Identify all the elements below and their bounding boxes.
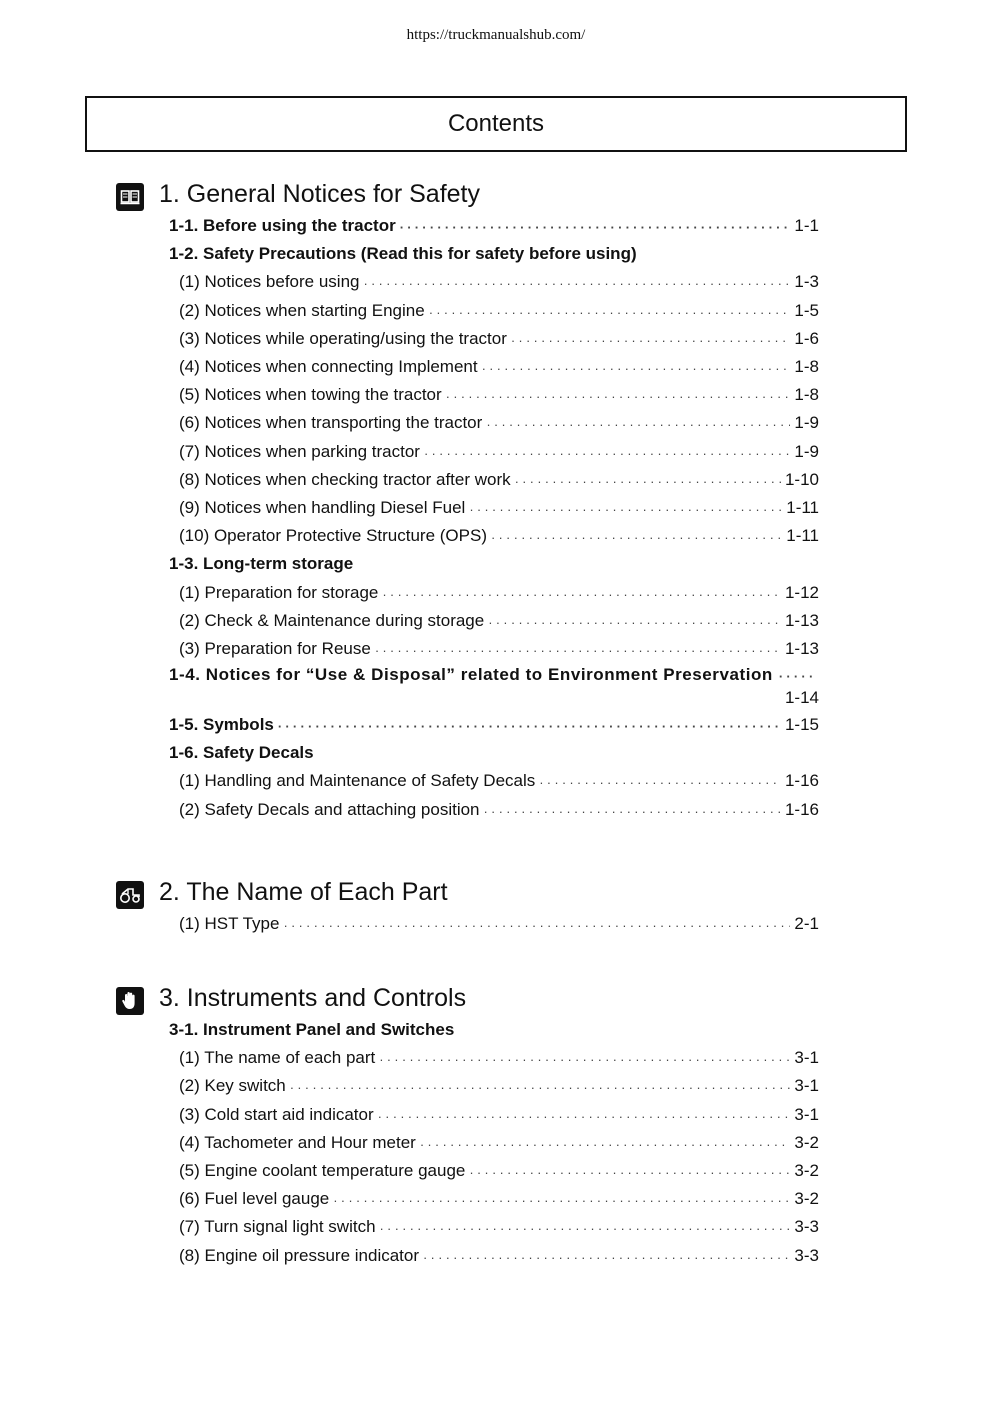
toc-entry-page: 1-16 (784, 799, 819, 819)
toc-entry-2-safety-decals-and-attaching-position[interactable] (179, 796, 819, 824)
section-general-notices (0, 178, 992, 824)
dot-leader (539, 773, 781, 789)
toc-entry-9-notices-when-handling-diesel-fuel[interactable] (179, 494, 819, 522)
section-heading (0, 876, 992, 910)
dot-leader (290, 1078, 791, 1094)
toc-entry-label: 1-4. Notices for “Use & Disposal” related to Environment Preservation (169, 665, 773, 684)
toc-entry-page: 3-2 (794, 1161, 819, 1181)
book-icon (116, 183, 144, 211)
section-title: 1. General Notices for Safety (159, 180, 480, 208)
toc-entry-8-engine-oil-pressure-indicator[interactable] (179, 1242, 819, 1270)
dot-leader (380, 1219, 791, 1235)
toc-entry-line (169, 663, 819, 687)
toc-entry-label: (2) Key switch (179, 1076, 286, 1096)
toc-entry-page: 3-3 (794, 1245, 819, 1265)
toc-entry-label: 3-1. Instrument Panel and Switches (169, 1020, 455, 1040)
toc-entries (0, 212, 992, 824)
dot-leader (515, 472, 781, 488)
contents-title: Contents (447, 110, 545, 137)
toc-entry-label: (9) Notices when handling Diesel Fuel (179, 497, 466, 517)
toc-entry-page: 1-14 (784, 688, 819, 707)
toc-entry-page: 1-13 (784, 638, 819, 658)
toc-entry-1-2-safety-precautions-read-this-for-safety-before[interactable] (169, 240, 819, 268)
toc-entry-1-6-safety-decals[interactable] (169, 739, 819, 767)
toc-entry-label: (7) Turn signal light switch (179, 1217, 376, 1237)
dot-leader (491, 528, 782, 544)
toc-entry-label: (4) Notices when connecting Implement (179, 357, 478, 377)
toc-entry-page: 1-6 (794, 328, 819, 348)
dot-leader (469, 500, 782, 516)
section-heading (0, 178, 992, 212)
toc-entry-1-the-name-of-each-part[interactable] (179, 1044, 819, 1072)
section-name-of-each-part (0, 876, 992, 938)
toc-entry-label: 1-5. Symbols (169, 715, 274, 735)
toc-entry-page: 1-16 (784, 771, 819, 791)
toc-entry-1-4-notices-for-use-disposal-related-to-environmen[interactable] (169, 663, 819, 711)
dot-leader (486, 415, 790, 431)
toc-entry-label: (1) The name of each part (179, 1048, 376, 1068)
dot-leader (333, 1191, 790, 1207)
toc-entry-page: 1-8 (794, 357, 819, 377)
toc-entry-3-1-instrument-panel-and-switches[interactable] (169, 1016, 819, 1044)
toc-entry-1-1-before-using-the-tractor[interactable] (169, 212, 819, 240)
toc-entry-4-tachometer-and-hour-meter[interactable] (179, 1129, 819, 1157)
toc-entry-page: 1-15 (784, 715, 819, 735)
toc-entry-page: 1-3 (794, 272, 819, 292)
section-instruments-controls (0, 982, 992, 1270)
toc-entry-label: (1) Handling and Maintenance of Safety Decals (179, 771, 536, 791)
toc-entry-label: (5) Notices when towing the tractor (179, 385, 442, 405)
toc-entry-label: (6) Notices when transporting the tractor (179, 413, 483, 433)
toc-entry-label: (3) Preparation for Reuse (179, 638, 371, 658)
toc-entry-page: 3-2 (794, 1132, 819, 1152)
toc-entry-page: 1-11 (786, 526, 819, 546)
toc-entry-1-handling-and-maintenance-of-safety-decals[interactable] (179, 767, 819, 795)
toc-entry-6-fuel-level-gauge[interactable] (179, 1185, 819, 1213)
dot-leader (429, 303, 791, 319)
toc-entry-label: (1) Preparation for storage (179, 582, 379, 602)
toc-entry-page: 1-9 (794, 413, 819, 433)
section-heading (0, 982, 992, 1016)
toc-entry-label: (2) Notices when starting Engine (179, 300, 425, 320)
toc-entry-3-notices-while-operating-using-the-tractor[interactable] (179, 325, 819, 353)
contents-title-box (85, 96, 907, 152)
toc-entry-label: (2) Check & Maintenance during storage (179, 610, 485, 630)
dot-leader (424, 444, 790, 460)
dot-leader (379, 1050, 790, 1066)
section-title: 2. The Name of Each Part (159, 878, 448, 906)
dot-leader (378, 1107, 791, 1123)
toc-entry-label: (8) Engine oil pressure indicator (179, 1245, 420, 1265)
toc-entry-1-hst-type[interactable] (179, 910, 819, 938)
toc-entry-page: 1-9 (794, 441, 819, 461)
dot-leader (779, 667, 815, 683)
toc-entry-10-operator-protective-structure-ops[interactable] (179, 522, 819, 550)
dot-leader (278, 717, 781, 733)
toc-entry-6-notices-when-transporting-the-tractor[interactable] (179, 409, 819, 437)
toc-entry-8-notices-when-checking-tractor-after-work[interactable] (179, 466, 819, 494)
toc-entry-3-preparation-for-reuse[interactable] (179, 635, 819, 663)
toc-entry-page: 3-2 (794, 1189, 819, 1209)
toc-entry-page: 1-10 (784, 469, 819, 489)
toc-entry-1-preparation-for-storage[interactable] (179, 578, 819, 606)
toc-entry-2-check-maintenance-during-storage[interactable] (179, 607, 819, 635)
toc-entry-page: 1-8 (794, 385, 819, 405)
toc-entry-page: 1-1 (794, 216, 819, 236)
toc-entry-5-engine-coolant-temperature-gauge[interactable] (179, 1157, 819, 1185)
toc-entry-label: (10) Operator Protective Structure (OPS) (179, 526, 487, 546)
toc-entry-label: (4) Tachometer and Hour meter (179, 1132, 416, 1152)
dot-leader (375, 641, 781, 657)
toc-entry-page: 1-13 (784, 610, 819, 630)
toc-entry-1-3-long-term-storage[interactable] (169, 550, 819, 578)
dot-leader (446, 387, 791, 403)
dot-leader (482, 359, 791, 375)
toc-entry-label: (3) Notices while operating/using the tractor (179, 328, 507, 348)
toc-entry-7-turn-signal-light-switch[interactable] (179, 1213, 819, 1241)
toc-entry-5-notices-when-towing-the-tractor[interactable] (179, 381, 819, 409)
toc-entry-2-notices-when-starting-engine[interactable] (179, 297, 819, 325)
toc-entry-page: 3-1 (794, 1104, 819, 1124)
dot-leader (469, 1163, 790, 1179)
toc-entry-page: 3-1 (794, 1076, 819, 1096)
dot-leader (283, 916, 790, 932)
toc-entry-3-cold-start-aid-indicator[interactable] (179, 1101, 819, 1129)
toc-entry-label: (5) Engine coolant temperature gauge (179, 1161, 466, 1181)
toc-entries (0, 910, 992, 938)
toc-entry-label: (3) Cold start aid indicator (179, 1104, 374, 1124)
toc-entry-page: 3-1 (794, 1048, 819, 1068)
tractor-icon (116, 881, 144, 909)
toc-entry-4-notices-when-connecting-implement[interactable] (179, 353, 819, 381)
toc-entry-label: (7) Notices when parking tractor (179, 441, 420, 461)
toc-entry-page: 1-5 (794, 300, 819, 320)
dot-leader (511, 331, 791, 347)
toc-entry-label: (8) Notices when checking tractor after work (179, 469, 511, 489)
hand-icon (116, 987, 144, 1015)
toc-entry-label: (2) Safety Decals and attaching position (179, 799, 480, 819)
section-title: 3. Instruments and Controls (159, 984, 467, 1012)
toc-entry-1-5-symbols[interactable] (169, 711, 819, 739)
toc-entry-label: 1-1. Before using the tractor (169, 216, 396, 236)
toc-entries (0, 1016, 992, 1270)
toc-entry-page: 1-11 (786, 497, 819, 517)
dot-leader (382, 585, 781, 601)
dot-leader (484, 802, 781, 818)
dot-leader (400, 218, 791, 234)
toc-entry-label: (1) Notices before using (179, 272, 360, 292)
page-url[interactable]: https://truckmanualshub.com/ (406, 27, 586, 43)
toc-entry-label: 1-2. Safety Precautions (Read this for safety before using) (169, 244, 637, 264)
toc-entry-label: (6) Fuel level gauge (179, 1189, 330, 1209)
dot-leader (488, 613, 781, 629)
toc-entry-2-key-switch[interactable] (179, 1072, 819, 1100)
toc-entry-label: 1-3. Long-term storage (169, 554, 354, 574)
dot-leader (363, 274, 790, 290)
toc-entry-label: 1-6. Safety Decals (169, 743, 314, 763)
toc-entry-page: 3-3 (794, 1217, 819, 1237)
dot-leader (423, 1248, 790, 1264)
toc-entry-label: (1) HST Type (179, 914, 280, 934)
toc-entry-7-notices-when-parking-tractor[interactable] (179, 438, 819, 466)
dot-leader (420, 1135, 791, 1151)
toc-entry-1-notices-before-using[interactable] (179, 268, 819, 296)
toc-entry-page: 1-12 (784, 582, 819, 602)
toc-entry-page: 2-1 (794, 914, 819, 934)
